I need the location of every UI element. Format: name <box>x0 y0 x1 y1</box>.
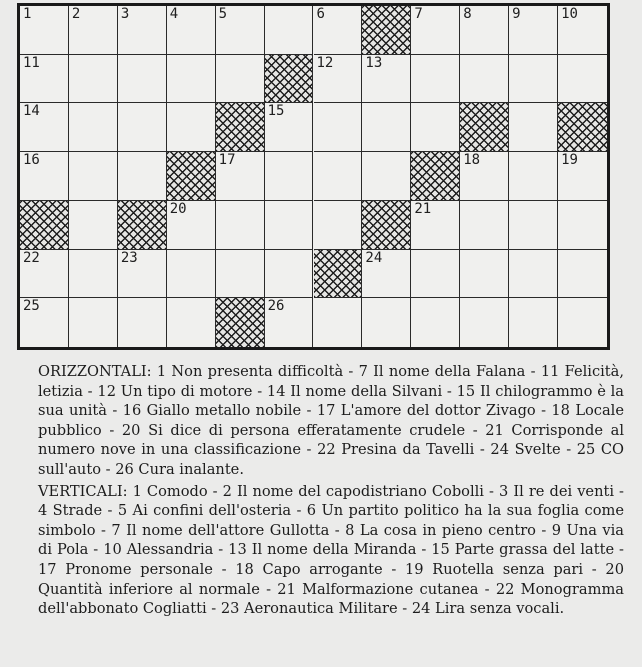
grid-cell[interactable] <box>69 298 118 347</box>
black-cell <box>118 201 167 250</box>
grid-cell[interactable] <box>167 103 216 152</box>
grid-cell[interactable] <box>118 55 167 104</box>
clue-number: 3 <box>120 6 130 22</box>
clues-section <box>18 362 624 619</box>
grid-cell[interactable] <box>411 250 460 299</box>
grid-cell[interactable] <box>558 55 607 104</box>
clue-number: 4 <box>169 6 179 22</box>
grid-cell[interactable] <box>558 250 607 299</box>
clue-number: 8 <box>463 6 472 22</box>
grid-cell[interactable] <box>362 298 411 347</box>
clue-number: 11 <box>23 54 40 71</box>
grid-cell[interactable] <box>167 6 216 55</box>
grid-cell[interactable] <box>216 152 265 201</box>
grid-cell[interactable] <box>509 250 558 299</box>
clue-number: 12 <box>316 54 334 71</box>
clue-number: 26 <box>267 298 285 315</box>
grid-cell[interactable] <box>411 6 460 55</box>
black-cell <box>216 298 265 347</box>
clue-number: 7 <box>414 6 423 22</box>
grid-cell[interactable] <box>314 6 363 55</box>
grid-cell[interactable] <box>314 55 363 104</box>
grid-cell[interactable] <box>558 298 607 347</box>
clue-number: 5 <box>218 6 228 22</box>
grid-cell[interactable] <box>411 298 460 347</box>
grid-cell[interactable] <box>362 103 411 152</box>
clue-number: 21 <box>414 200 432 217</box>
grid-cell[interactable] <box>20 103 69 152</box>
grid-cell[interactable] <box>460 298 509 347</box>
grid-cell[interactable] <box>362 152 411 201</box>
grid-cell[interactable] <box>314 103 363 152</box>
grid-cell[interactable] <box>69 103 118 152</box>
grid-cell[interactable] <box>265 298 314 347</box>
grid-cell[interactable] <box>509 152 558 201</box>
grid-cell[interactable] <box>362 55 411 104</box>
black-cell <box>167 152 216 201</box>
grid-cell[interactable] <box>362 250 411 299</box>
clue-number: 16 <box>23 152 40 169</box>
clue-number: 17 <box>218 152 236 169</box>
grid-cell[interactable] <box>460 152 509 201</box>
grid-cell[interactable] <box>167 201 216 250</box>
clue-number: 10 <box>561 6 578 22</box>
grid-cell[interactable] <box>509 55 558 104</box>
grid-cell[interactable] <box>118 103 167 152</box>
grid-cell[interactable] <box>265 103 314 152</box>
across-title: ORIZZONTALI: <box>38 363 152 380</box>
grid-cell[interactable] <box>460 6 509 55</box>
grid-cell[interactable] <box>314 152 363 201</box>
black-cell <box>216 103 265 152</box>
clue-number: 9 <box>512 6 521 22</box>
black-cell <box>20 201 69 250</box>
clue-number: 13 <box>365 54 383 71</box>
grid-cell[interactable] <box>20 250 69 299</box>
grid-cell[interactable] <box>216 201 265 250</box>
grid-cell[interactable] <box>558 152 607 201</box>
grid-cell[interactable] <box>118 298 167 347</box>
grid-cell[interactable] <box>558 6 607 55</box>
crossword-grid <box>17 3 610 350</box>
clue-number: 19 <box>561 152 578 169</box>
clue-number: 22 <box>23 249 40 266</box>
grid-cell[interactable] <box>460 201 509 250</box>
clue-number: 15 <box>267 103 285 120</box>
down-text: 1 Comodo - 2 Il nome del capodistriano Cobolli - 3 Il re dei venti - 4 Strade - 5 Ai confini dell'osteria - 6 Un partito politico ha la sua foglia come simbolo - 7 Il nome dell'attore Gullotta - 8 La cosa in pieno centro - 9 Una via di Pola - 10 Alessandria - 13 Il nome della Miranda - 15 Parte grassa del latte - 17 Pronome personale - 18 Capo arrogante - 19 Ruotella senza pari - 20 Quantità inferiore al normale - 21 Malformazione cutanea - 22 Monogramma dell'abbonato Cogliatti - 23 Aeronautica Militare - 24 Lira senza vocali. <box>38 482 624 618</box>
grid-cell[interactable] <box>167 298 216 347</box>
grid-cell[interactable] <box>69 201 118 250</box>
grid-cell[interactable] <box>460 250 509 299</box>
grid-cell[interactable] <box>20 6 69 55</box>
black-cell <box>362 201 411 250</box>
clue-number: 14 <box>23 103 40 120</box>
black-cell <box>314 250 363 299</box>
grid-cell[interactable] <box>69 6 118 55</box>
grid-cell[interactable] <box>265 152 314 201</box>
clue-number: 23 <box>120 249 138 266</box>
grid-cell[interactable] <box>69 55 118 104</box>
grid-cell[interactable] <box>20 298 69 347</box>
grid-cell[interactable] <box>411 103 460 152</box>
grid-cell[interactable] <box>216 250 265 299</box>
grid-cell[interactable] <box>118 152 167 201</box>
across-text: 1 Non presenta difficoltà - 7 Il nome della Falana - 11 Felicità, letizia - 12 Un tipo di motore - 14 Il nome della Silvani - 15 Il chilogrammo è la sua unità - 16 Giallo metallo nobile - 17 L'amore del dottor Zivago - 18 Locale pubblico - 20 Si dice di persona efferatamente crudele - 21 Corrisponde al numero nove in una classificazione - 22 Presina da Tavelli - 24 Svelte - 25 CO sull'auto - 26 Cura inalante. <box>38 363 624 478</box>
down-title: VERTICALI: <box>38 482 128 500</box>
grid-cell[interactable] <box>265 6 314 55</box>
grid-cell[interactable] <box>558 201 607 250</box>
grid-cell[interactable] <box>167 250 216 299</box>
grid-cell[interactable] <box>20 55 69 104</box>
down-clues <box>18 482 624 619</box>
clue-number: 18 <box>463 152 481 169</box>
grid-cell[interactable] <box>118 250 167 299</box>
black-cell <box>362 6 411 55</box>
grid-cell[interactable] <box>411 201 460 250</box>
black-cell <box>558 103 607 152</box>
grid-cell[interactable] <box>314 201 363 250</box>
grid-cell[interactable] <box>69 152 118 201</box>
grid-cell[interactable] <box>509 103 558 152</box>
grid-cell[interactable] <box>216 55 265 104</box>
black-cell <box>265 55 314 104</box>
clue-number: 24 <box>365 249 383 266</box>
grid-cell[interactable] <box>118 6 167 55</box>
across-clues <box>18 362 624 480</box>
grid-cell[interactable] <box>167 55 216 104</box>
clue-number: 25 <box>23 298 40 315</box>
clue-number: 6 <box>316 6 325 22</box>
clue-number: 2 <box>71 6 81 22</box>
grid-cell[interactable] <box>460 55 509 104</box>
grid-cell[interactable] <box>509 6 558 55</box>
grid-cell[interactable] <box>20 152 69 201</box>
black-cell <box>460 103 509 152</box>
grid-cell[interactable] <box>69 250 118 299</box>
grid-cell[interactable] <box>509 298 558 347</box>
black-cell <box>411 152 460 201</box>
grid-cell[interactable] <box>216 6 265 55</box>
clue-number: 1 <box>23 6 32 22</box>
grid-cell[interactable] <box>509 201 558 250</box>
grid-cell[interactable] <box>265 250 314 299</box>
grid-cell[interactable] <box>314 298 363 347</box>
grid-cell[interactable] <box>411 55 460 104</box>
clue-number: 20 <box>169 200 187 217</box>
grid-cell[interactable] <box>265 201 314 250</box>
